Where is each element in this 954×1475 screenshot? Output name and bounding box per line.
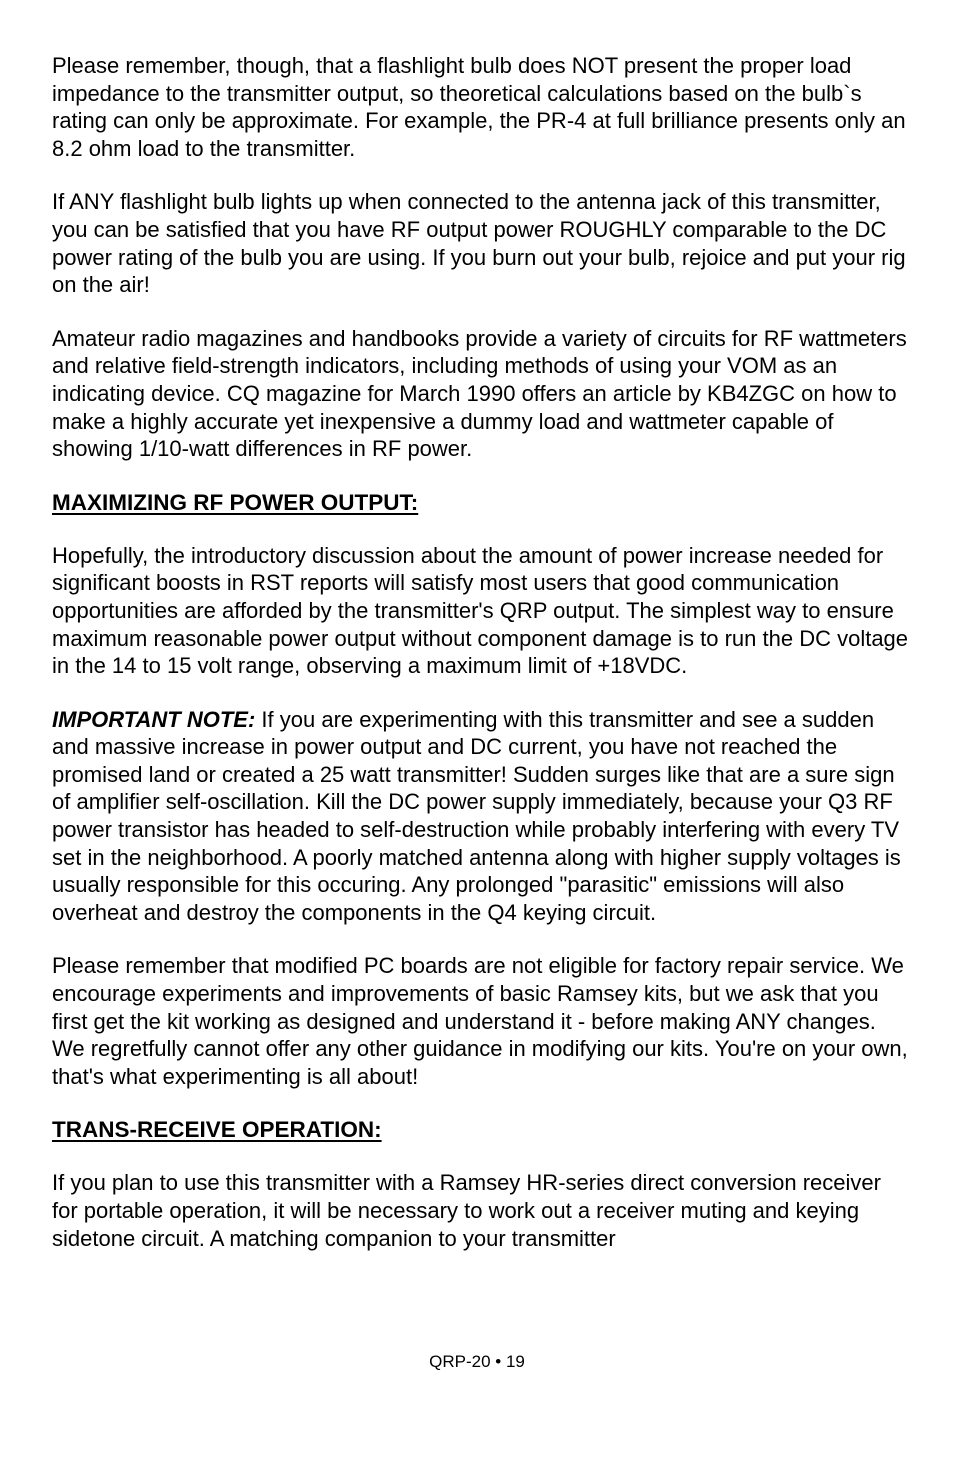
paragraph-bulb-impedance: Please remember, though, that a flashlight bulb does NOT present the proper load impedance to the transmitter output, so theoretical calculations based on the bulb`s rating can only be approximate. For example, the PR-4 at full brilliance presents only an 8.2 ohm load to the transmitter. <box>52 53 906 161</box>
heading-trans-receive: TRANS-RECEIVE OPERATION: <box>52 1117 382 1143</box>
page-body <box>52 52 912 1252</box>
paragraph-important-note <box>52 706 912 927</box>
important-note-text: If you are experimenting with this transmitter and see a sudden and massive increase in power output and DC current, you have not reached the promised land or created a 25 watt transmitter! Sudden surges like that are a sure sign of amplifier self-oscillation. Kill the DC power supply immediately, because your Q3 RF power transistor has headed to self-destruction while probably interfering with every TV set in the neighborhood. A poorly matched antenna along with higher supply voltages is usually responsible for this occuring. Any prolonged "parasitic" emissions will also overheat and destroy the components in the Q4 keying circuit. <box>52 706 901 925</box>
important-note-label: IMPORTANT NOTE: <box>52 706 256 732</box>
paragraph-trans-receive: If you plan to use this transmitter with a Ramsey HR-series direct conversion receiver for portable operation, it will be necessary to work out a receiver muting and keying sidetone circuit. A matching companion to your transmitter <box>52 1170 881 1251</box>
paragraph-modified-boards: Please remember that modified PC boards are not eligible for factory repair service. We encourage experiments and improvements of basic Ramsey kits, but we ask that you first get the kit working as designed and understand it - before making ANY changes. We regretfully cannot offer any other guidance in modifying our kits. You're on your own, that's what experimenting is all about! <box>52 953 908 1089</box>
paragraph-power-intro: Hopefully, the introductory discussion about the amount of power increase needed for significant boosts in RST reports will satisfy most users that good communication opportunities are afforded by the transmitter's QRP output. The simplest way to ensure maximum reasonable power output without component damage is to run the DC voltage in the 14 to 15 volt range, observing a maximum limit of +18VDC. <box>52 542 909 679</box>
page-footer: QRP-20 • 19 <box>429 1352 525 1371</box>
paragraph-bulb-lights: If ANY flashlight bulb lights up when connected to the antenna jack of this transmitter, you can be satisfied that you have RF output power ROUGHLY comparable to the DC power rating of the bulb you are using. If you burn out your bulb, rejoice and put your rig on the air! <box>52 189 906 298</box>
paragraph-wattmeters: Amateur radio magazines and handbooks provide a variety of circuits for RF wattmeters and relative field-strength indicators, including methods of using your VOM as an indicating device. CQ magazine for March 1990 offers an article by KB4ZGC on how to make a highly accurate yet inexpensive a dummy load and wattmeter capable of showing 1/10-watt differences in RF power. <box>52 325 907 462</box>
heading-maximizing-rf-power: MAXIMIZING RF POWER OUTPUT: <box>52 489 419 515</box>
